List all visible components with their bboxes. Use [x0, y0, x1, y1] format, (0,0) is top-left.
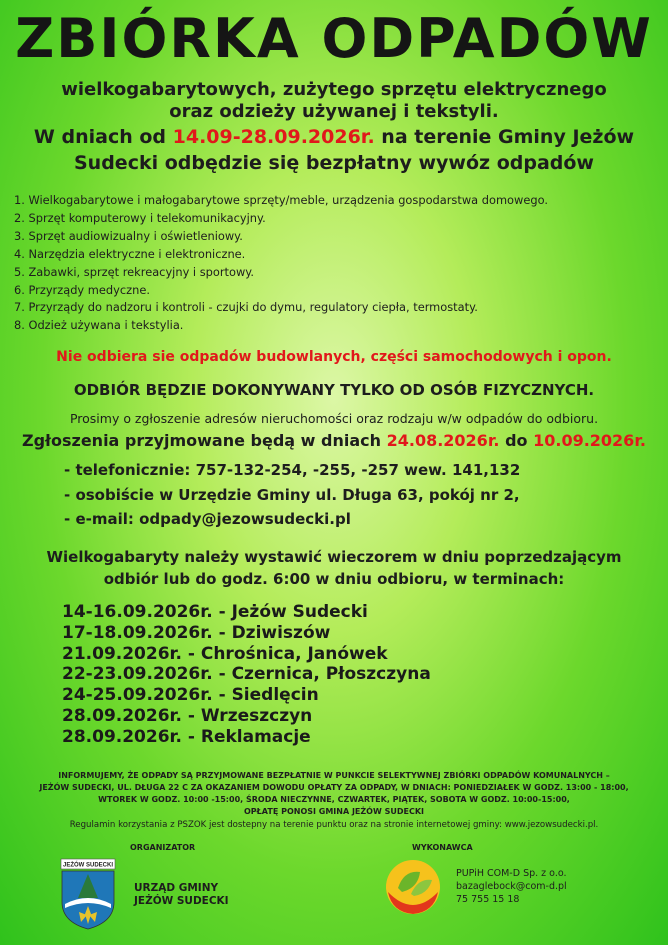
municipality-coat-of-arms-icon	[57, 858, 119, 930]
schedule-item: 28.09.2026r. - Wrzeszczyn	[62, 705, 313, 726]
pszok-info-line-3: WTOREK W GODZ. 10:00 -15:00, ŚRODA NIECZYNNE, CZWARTEK, PIĄTEK, SOBOTA W GODZ. 10:00-15:00,	[98, 795, 570, 804]
subtitle-line-2: oraz odzieży używanej i tekstyli.	[169, 101, 499, 122]
setout-info-line-2: odbiór lub do godz. 6:00 w dniu odbioru, w terminach:	[103, 570, 565, 588]
organizer-name	[134, 882, 229, 908]
dates-suffix: na terenie Gminy Jeżów	[374, 126, 635, 148]
schedule-item: 21.09.2026r. - Chrośnica, Janówek	[62, 643, 388, 664]
contractor-phone: 75 755 15 18	[456, 894, 520, 905]
collection-schedule	[62, 602, 431, 748]
list-item: 2. Sprzęt komputerowy i telekomunikacyjny.	[14, 210, 266, 225]
contractor-email: bazaglebock@com-d.pl	[456, 881, 567, 892]
organizer-name-line-1: URZĄD GMINY	[134, 882, 219, 894]
collection-dates-line	[0, 125, 668, 149]
subtitle-line-1: wielkogabarytowych, zużytego sprzętu elektrycznego	[61, 79, 607, 100]
contact-in-person: - osobiście w Urzędzie Gminy ul. Długa 63, pokój nr 2,	[64, 485, 520, 504]
list-item: 7. Przyrządy do nadzoru i kontroli - czujki do dymu, regulatory ciepła, termostaty.	[14, 300, 478, 315]
collection-dates-line-2: Sudecki odbędzie się bezpłatny wywóz odpadów	[74, 152, 594, 174]
schedule-item: 28.09.2026r. - Reklamacje	[62, 726, 311, 747]
request-notice: Prosimy o zgłoszenie adresów nieruchomości oraz rodzaju w/w odpadów do odbioru.	[69, 411, 599, 426]
organizer-label: ORGANIZATOR	[130, 843, 196, 852]
organizer-name-line-2: JEŻÓW SUDECKI	[134, 895, 229, 907]
contact-list	[64, 458, 520, 532]
list-item: 8. Odzież używana i tekstylia.	[14, 318, 184, 333]
registration-to-date: 10.09.2026r.	[533, 431, 646, 450]
dates-prefix: W dniach od	[33, 126, 173, 148]
schedule-item: 14-16.09.2026r. - Jeżów Sudecki	[62, 602, 368, 622]
contractor-eco-logo-icon	[384, 858, 442, 916]
contact-email: - e-mail: odpady@jezowsudecki.pl	[64, 510, 351, 528]
registration-from-date: 24.08.2026r.	[386, 431, 500, 450]
pszok-info-line-1: INFORMUJEMY, ŻE ODPADY SĄ PRZYJMOWANE BEZPŁATNIE W PUNKCIE SELEKTYWNEJ ZBIÓRKI ODPADÓW KOMUNALNYCH –	[58, 771, 610, 780]
registration-mid: do	[499, 431, 534, 450]
dates-range: 14.09-28.09.2026r.	[172, 126, 375, 148]
list-item: 4. Narzędzia elektryczne i elektroniczne.	[14, 246, 246, 261]
registration-dates-line	[0, 431, 668, 450]
contractor-name: PUPiH COM-D Sp. z o.o.	[456, 868, 567, 879]
list-item: 6. Przyrządy medyczne.	[14, 282, 150, 297]
pszok-info-line-4: OPŁATĘ PONOSI GMINA JEŻÓW SUDECKI	[244, 807, 424, 816]
excluded-waste-notice: Nie odbiera sie odpadów budowlanych, części samochodowych i opon.	[56, 349, 612, 365]
pszok-regulations-line: Regulamin korzystania z PSZOK jest dostepny na terenie punktu oraz na stronie internetowej gminy: www.jezowsudecki.pl.	[69, 820, 599, 830]
schedule-item: 22-23.09.2026r. - Czernica, Płoszczyna	[62, 664, 431, 685]
pszok-info-line-2: JEŻÓW SUDECKI, UL. DŁUGA 22 C ZA OKAZANIEM DOWODU OPŁATY ZA ODPADY, W DNIACH: PONIEDZIAŁEK W GODZ. 13:00 - 18:00,	[39, 783, 629, 792]
list-item: 3. Sprzęt audiowizualny i oświetleniowy.	[14, 228, 243, 243]
emblem-text: JEŻÓW SUDECKI	[62, 862, 114, 869]
schedule-item: 24-25.09.2026r. - Siedlęcin	[62, 685, 319, 706]
private-persons-notice: ODBIÓR BĘDZIE DOKONYWANY TYLKO OD OSÓB FIZYCZNYCH.	[73, 381, 595, 399]
contractor-label: WYKONAWCA	[412, 843, 473, 852]
list-item: 1. Wielkogabarytowe i małogabarytowe sprzęty/meble, urządzenia gospodarstwa domowego.	[14, 193, 548, 207]
schedule-item: 17-18.09.2026r. - Dziwiszów	[62, 622, 331, 643]
registration-prefix: Zgłoszenia przyjmowane będą w dniach	[22, 431, 387, 450]
poster-title: ZBIÓRKA ODPADÓW	[15, 7, 653, 70]
list-item: 5. Zabawki, sprzęt rekreacyjny i sportowy.	[14, 264, 255, 279]
contractor-info	[456, 867, 567, 906]
setout-info-line-1: Wielkogabaryty należy wystawić wieczorem w dniu poprzedzającym	[46, 548, 622, 566]
waste-type-list	[14, 192, 664, 335]
contact-phone: - telefonicznie: 757-132-254, -255, -257 wew. 141,132	[64, 461, 521, 479]
